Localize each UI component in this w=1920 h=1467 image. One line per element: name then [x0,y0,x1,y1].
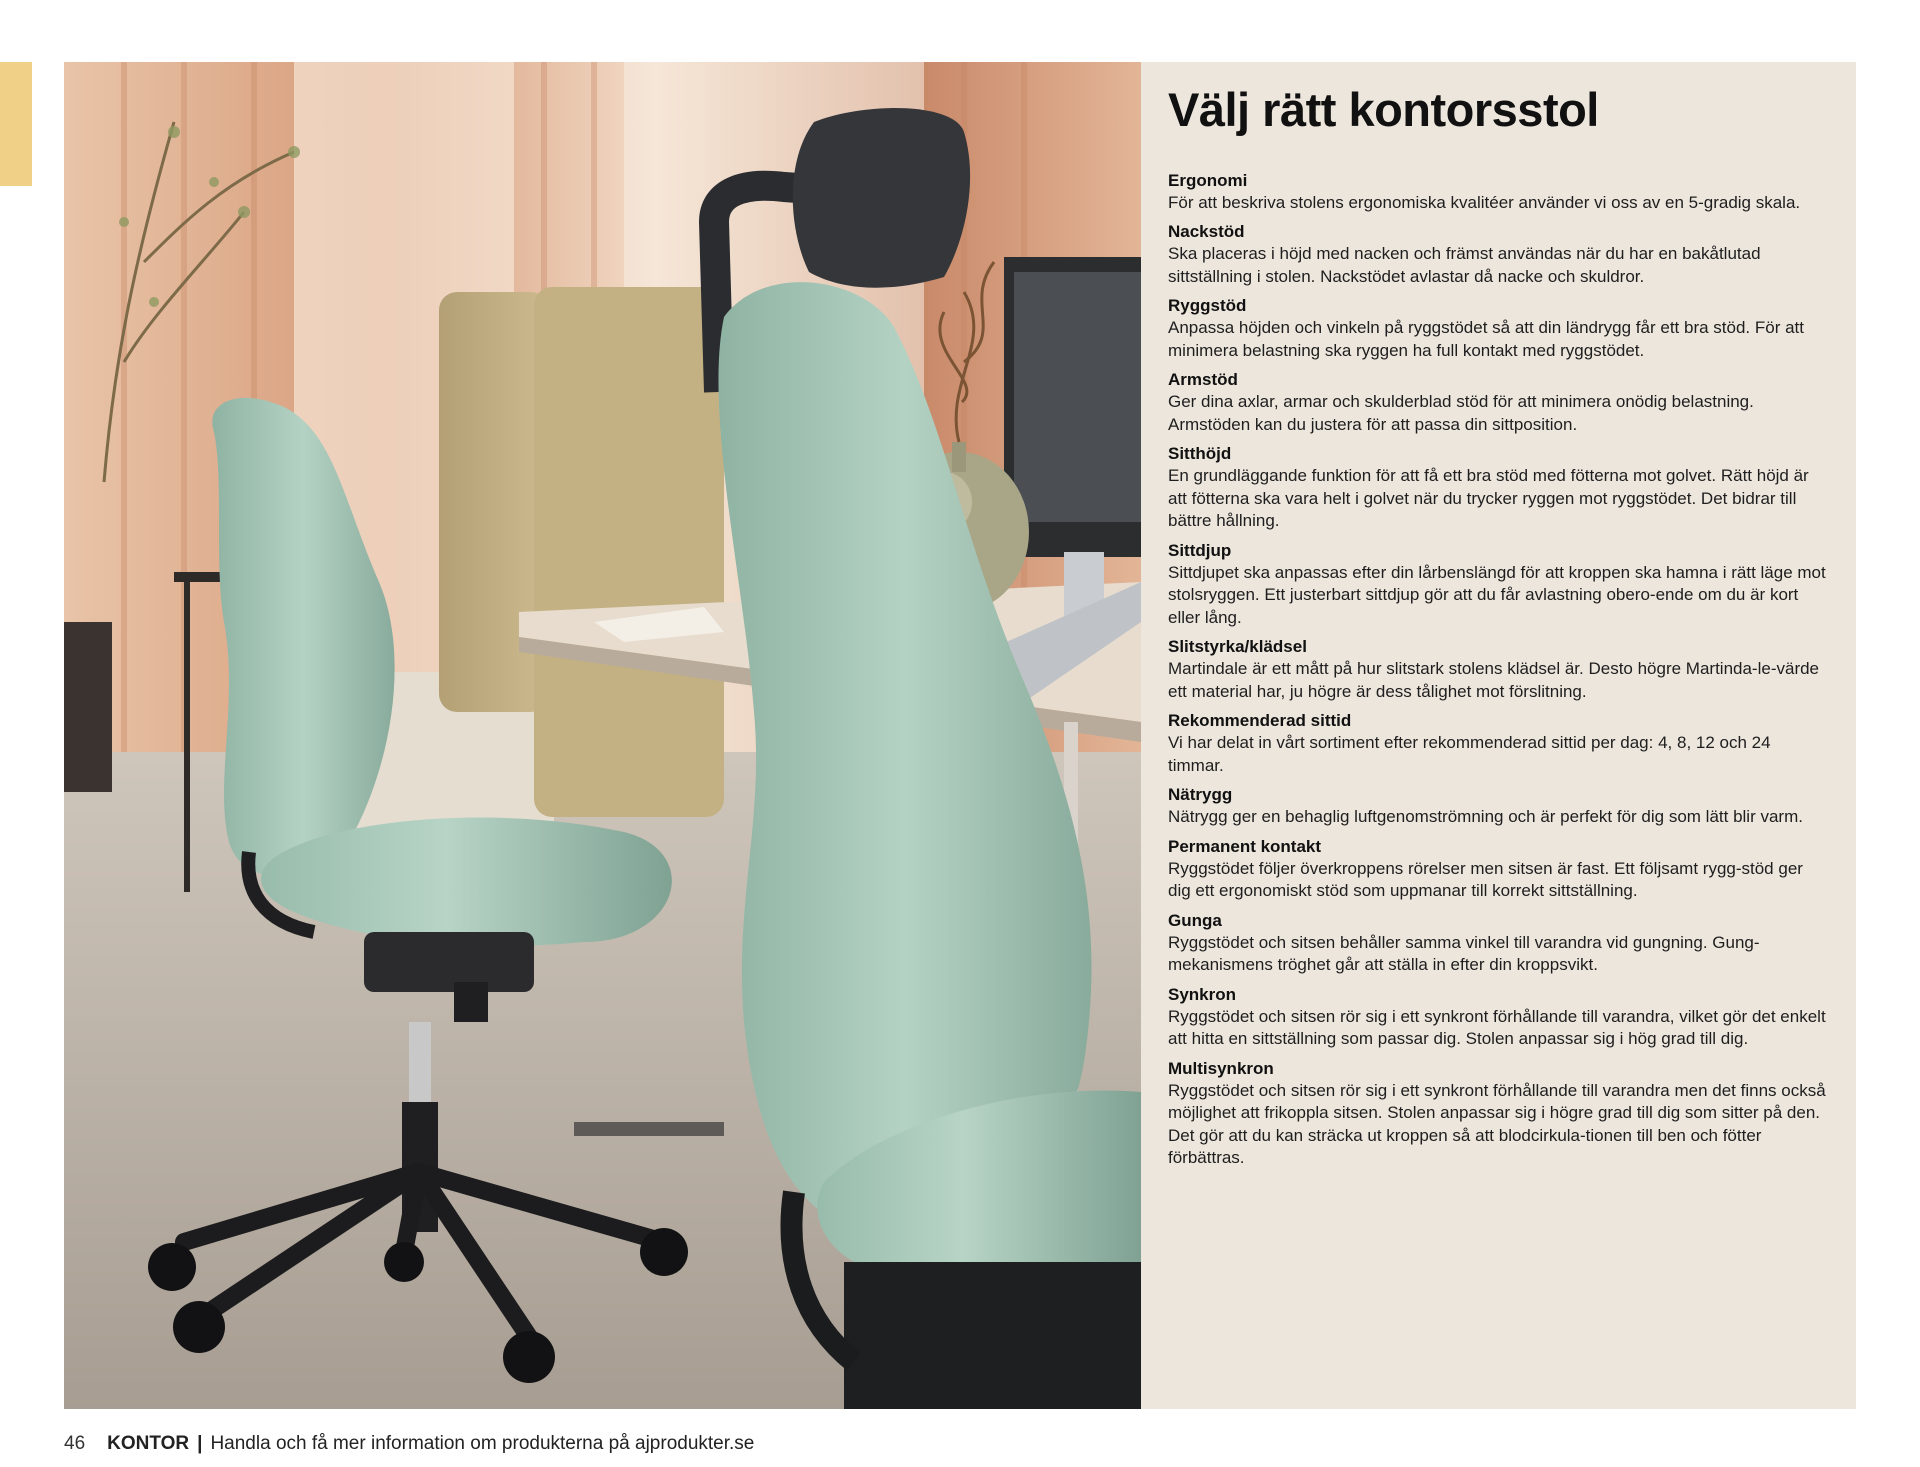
feature-section [1168,443,1830,533]
feature-description: Anpassa höjden och vinkeln på ryggstödet så att din ländrygg får ett bra stöd. För att minimera belastning ska ryggen ha full kontakt med ryggstödet. [1168,318,1804,360]
feature-section [1168,984,1830,1051]
feature-section [1168,369,1830,436]
feature-heading: Sitthöjd [1168,444,1232,464]
feature-description: Nätrygg ger en behaglig luftgenomströmning och är perfekt för dig som lätt blir varm. [1168,807,1803,827]
feature-description: Ryggstödet och sitsen rör sig i ett synkront förhållande till varandra men det finns också möjlighet att frikoppla sitsen. Stolen anpassar sig i högre grad till dig som sitter på den. Det gör att du kan sträcka ut kroppen så att blodcirkula-tionen till ben och fötter förbättras. [1168,1080,1826,1168]
feature-description: Sittdjupet ska anpassas efter din lårbenslängd för att kroppen ska hamna i rätt läge mot stolsryggen. Ett justerbart sittdjup gör att du får avlastning obero-ende om du är kort eller lång. [1168,562,1826,627]
feature-description: Ryggstödet och sitsen behåller samma vinkel till varandra vid gungning. Gung-mekanismens tröghet går att ställa in efter din kroppsvikt. [1168,932,1760,975]
feature-heading: Ryggstöd [1168,296,1247,316]
feature-description: Ska placeras i höjd med nacken och främst användas när du har en bakåtlutad sittställning i stolen. Nackstödet avlastar då nacke och skuldror. [1168,244,1761,286]
feature-section [1168,784,1830,829]
feature-heading: Nackstöd [1168,222,1245,242]
feature-section [1168,170,1830,215]
feature-heading: Gunga [1168,910,1222,930]
feature-section [1168,295,1830,362]
feature-section [1168,540,1830,630]
page-footer [64,1430,754,1458]
feature-heading: Sittdjup [1168,540,1232,560]
footer-tagline: Handla och få mer information om produkterna på ajprodukter.se [210,1433,755,1454]
feature-section [1168,1058,1830,1170]
feature-section [1168,710,1830,777]
feature-section [1168,836,1830,903]
feature-description: Ryggstödet och sitsen rör sig i ett synkront förhållande till varandra, vilket gör det enkelt att hitta en sittställning som passar dig. Stolen anpassar sig i hög grad till dig. [1168,1006,1826,1049]
office-chair-photo [64,62,1141,1409]
chair-guide-panel [1141,62,1856,1409]
feature-section [1168,636,1830,703]
feature-heading: Permanent kontakt [1168,836,1322,856]
feature-heading: Synkron [1168,984,1237,1004]
feature-list [1168,170,1830,1170]
page-number: 46 [64,1433,86,1454]
feature-heading: Armstöd [1168,370,1238,390]
feature-description: Ger dina axlar, armar och skulderblad stöd för att minimera onödig belastning. Armstöden kan du justera för att passa din sittposition. [1168,392,1754,434]
page-title: Välj rätt kontorsstol [1168,83,1599,136]
feature-description: En grundläggande funktion för att få ett bra stöd med fötterna mot golvet. Rätt höjd är att fötterna ska vara helt i golvet när du trycker ryggen mot ryggstödet. Det bidrar till bättre hållning. [1168,466,1809,531]
feature-description: Martindale är ett mått på hur slitstark stolens klädsel är. Desto högre Martinda-le-värde ett material har, ju högre är dess tålighet mot förslitning. [1168,659,1820,701]
feature-description: För att beskriva stolens ergonomiska kvalitéer använder vi oss av en 5-gradig skala. [1168,192,1801,212]
feature-heading: Nätrygg [1168,785,1233,805]
feature-description: Vi har delat in vårt sortiment efter rekommenderad sittid per dag: 4, 8, 12 och 24 timmar. [1168,733,1771,775]
section-tab-marker [0,62,32,186]
footer-section-label: KONTOR [107,1433,190,1454]
feature-heading: Slitstyrka/klädsel [1168,637,1307,657]
feature-heading: Ergonomi [1168,170,1248,190]
footer-separator: | [197,1433,203,1454]
feature-heading: Multisynkron [1168,1058,1274,1078]
feature-heading: Rekommenderad sittid [1168,711,1352,731]
feature-section [1168,221,1830,288]
feature-description: Ryggstödet följer överkroppens rörelser men sitsen är fast. Ett följsamt rygg-stöd ger dig ett ergonomiskt stöd som uppmanar till korrekt sittställning. [1168,858,1803,901]
feature-section [1168,910,1830,977]
